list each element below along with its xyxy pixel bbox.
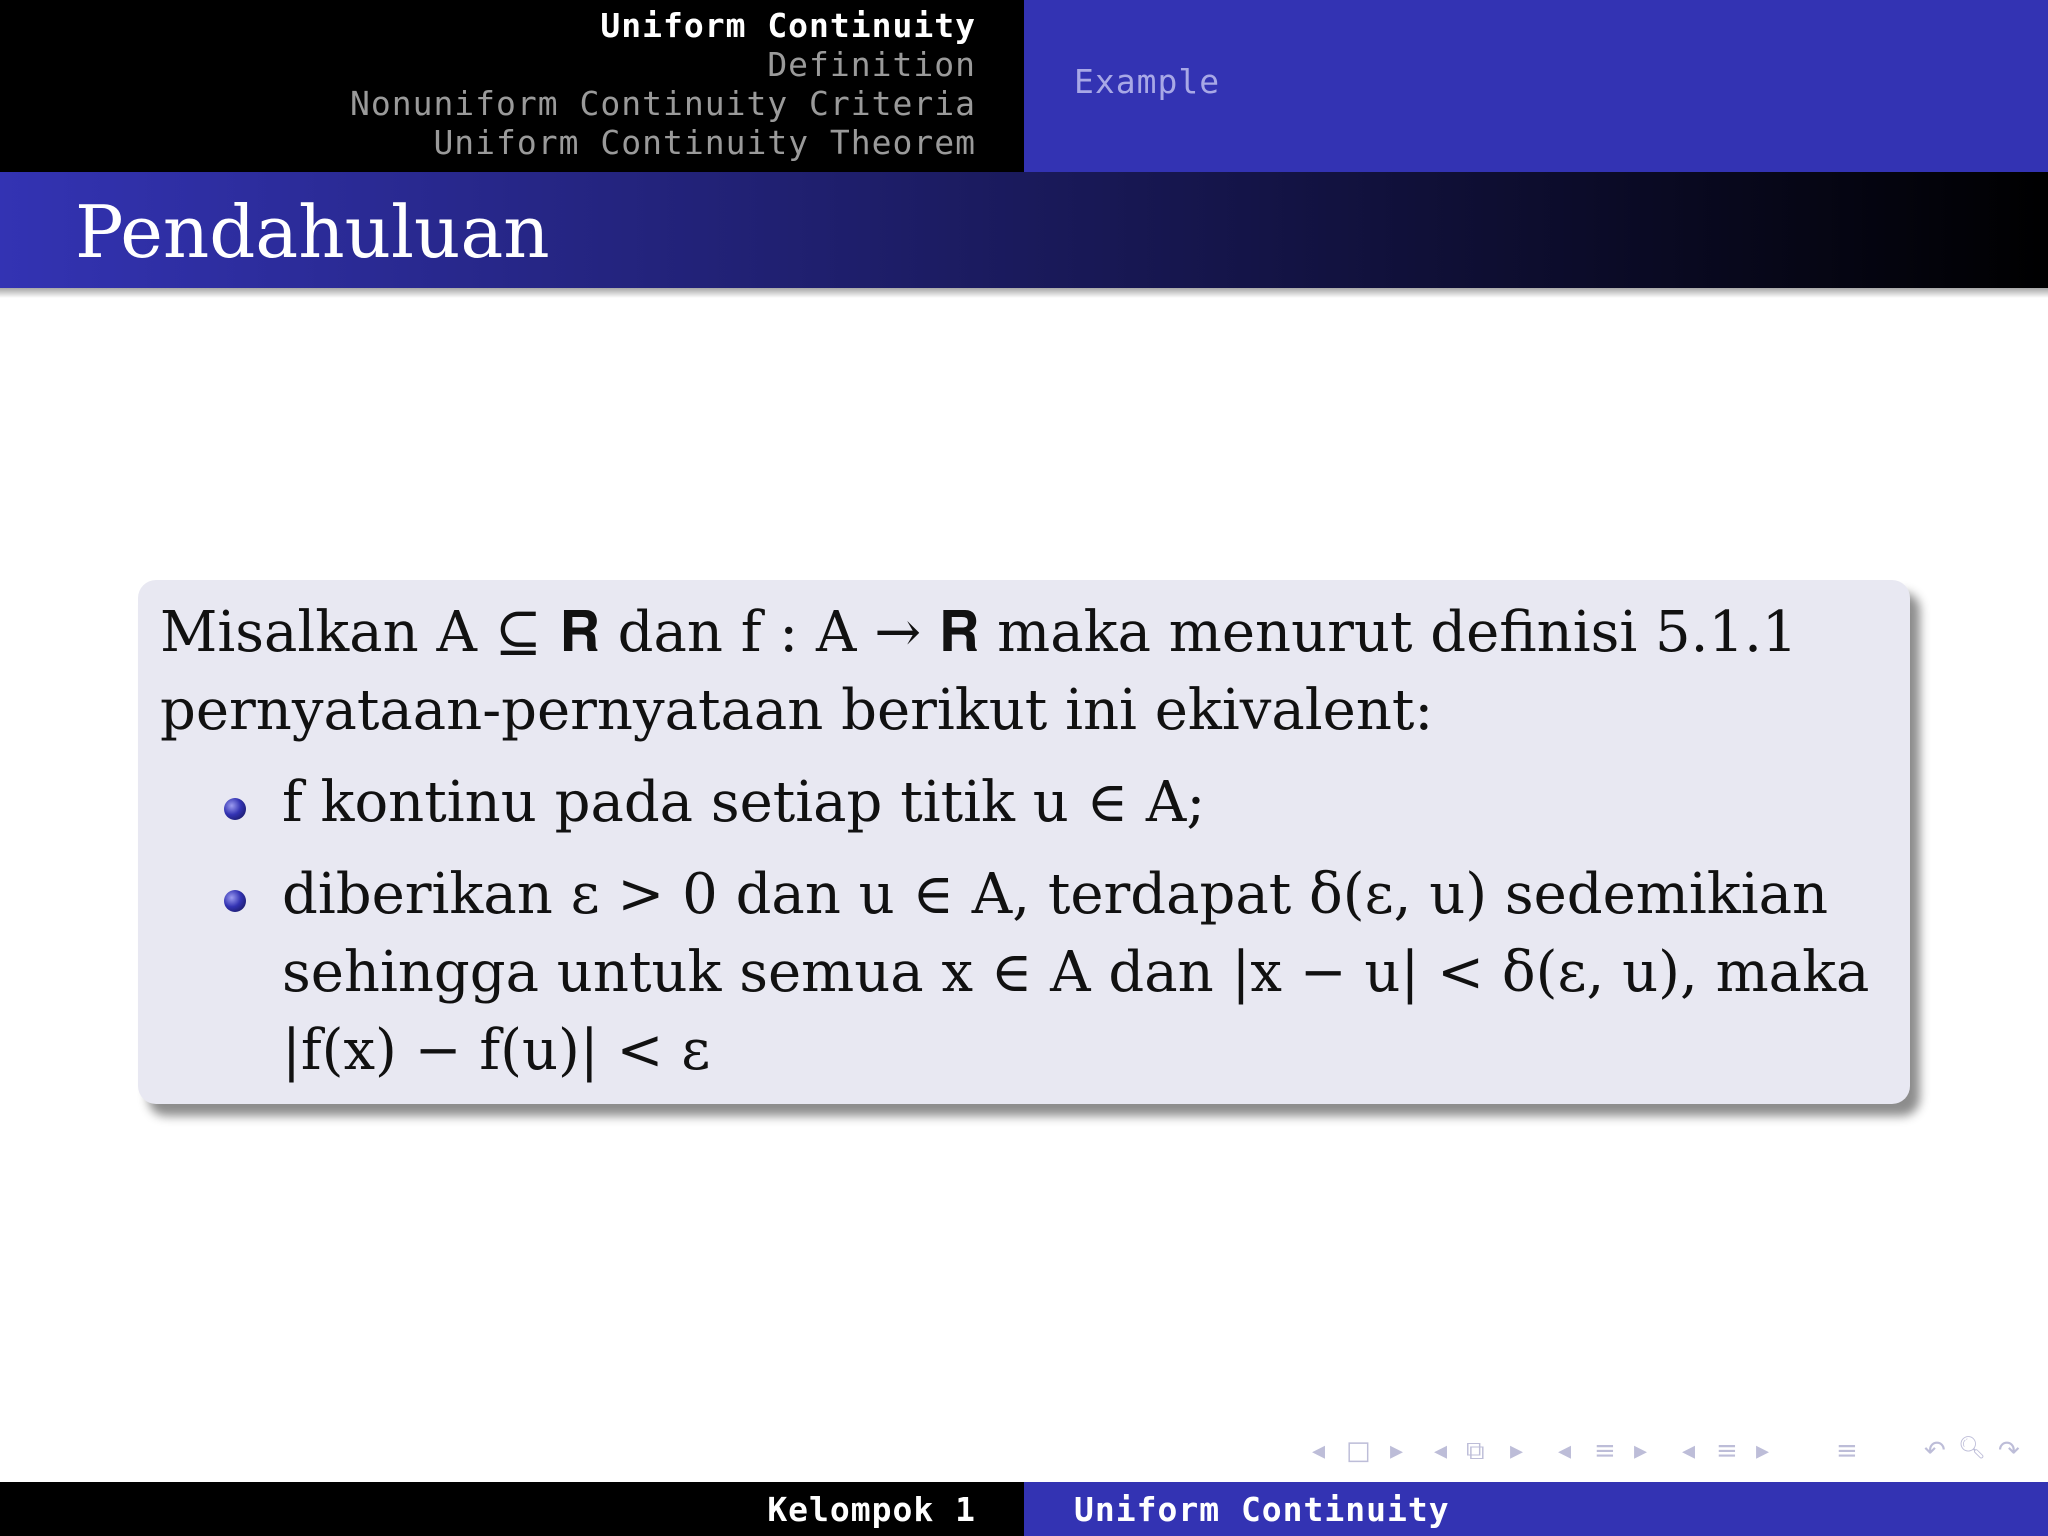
slide-icon[interactable]: □: [1346, 1436, 1371, 1466]
search-icon[interactable]: 🔍︎: [1958, 1436, 1986, 1461]
intro-line-1: Misalkan A ⊆ 𝐑 dan f : A → 𝐑 maka menurut definisi 5.1.1: [160, 600, 1798, 665]
page-title: Pendahuluan: [75, 190, 550, 274]
section-link-uniform-continuity[interactable]: Uniform Continuity: [600, 6, 976, 45]
intro-line-2: pernyataan-pernyataan berikut ini ekivalent:: [160, 678, 1434, 743]
subsection-navigation: [1024, 0, 2048, 172]
previous-section-icon[interactable]: ◂: [1682, 1436, 1696, 1466]
title-bar-shadow: [0, 288, 2048, 298]
footline: [0, 1482, 2048, 1536]
previous-frame-icon[interactable]: ◂: [1434, 1436, 1448, 1466]
footline-author: Kelompok 1: [767, 1490, 976, 1529]
footline-author-box: [0, 1482, 1024, 1536]
previous-slide-icon[interactable]: ◂: [1312, 1436, 1326, 1466]
undo-icon[interactable]: ↶: [1924, 1436, 1946, 1466]
headline: [0, 0, 2048, 172]
bullet-2-line-2: sehingga untuk semua x ∈ A dan |x − u| < δ(ε, u), maka: [282, 940, 1870, 1005]
bullet-icon: [224, 798, 246, 820]
previous-subsection-icon[interactable]: ◂: [1558, 1436, 1572, 1466]
next-slide-icon[interactable]: ▸: [1390, 1436, 1404, 1466]
redo-icon[interactable]: ↷: [1998, 1436, 2020, 1466]
section-link-definition[interactable]: Definition: [767, 45, 976, 84]
subsection-link-example[interactable]: Example: [1074, 62, 1221, 101]
definition-block: [138, 580, 1910, 1104]
next-subsection-icon[interactable]: ▸: [1634, 1436, 1648, 1466]
section-icon[interactable]: ≡: [1716, 1436, 1738, 1466]
next-section-icon[interactable]: ▸: [1756, 1436, 1770, 1466]
frame-icon[interactable]: ⧉: [1466, 1436, 1485, 1466]
bullet-2-line-3: |f(x) − f(u)| < ε: [282, 1018, 711, 1083]
bullet-1-line-1: f kontinu pada setiap titik u ∈ A;: [282, 770, 1206, 835]
section-link-uniform-theorem[interactable]: Uniform Continuity Theorem: [433, 123, 976, 162]
frame-title-bar: [0, 172, 2048, 288]
section-link-nonuniform-criteria[interactable]: Nonuniform Continuity Criteria: [349, 84, 976, 123]
footline-title-box: [1024, 1482, 2048, 1536]
subsection-icon[interactable]: ≡: [1594, 1436, 1616, 1466]
footline-title: Uniform Continuity: [1074, 1490, 1450, 1529]
bullet-2-line-1: diberikan ε > 0 dan u ∈ A, terdapat δ(ε, u) sedemikian: [282, 862, 1829, 927]
bullet-icon: [224, 890, 246, 912]
document-icon[interactable]: ≡: [1836, 1436, 1858, 1466]
section-navigation: [0, 0, 1024, 172]
next-frame-icon[interactable]: ▸: [1510, 1436, 1524, 1466]
